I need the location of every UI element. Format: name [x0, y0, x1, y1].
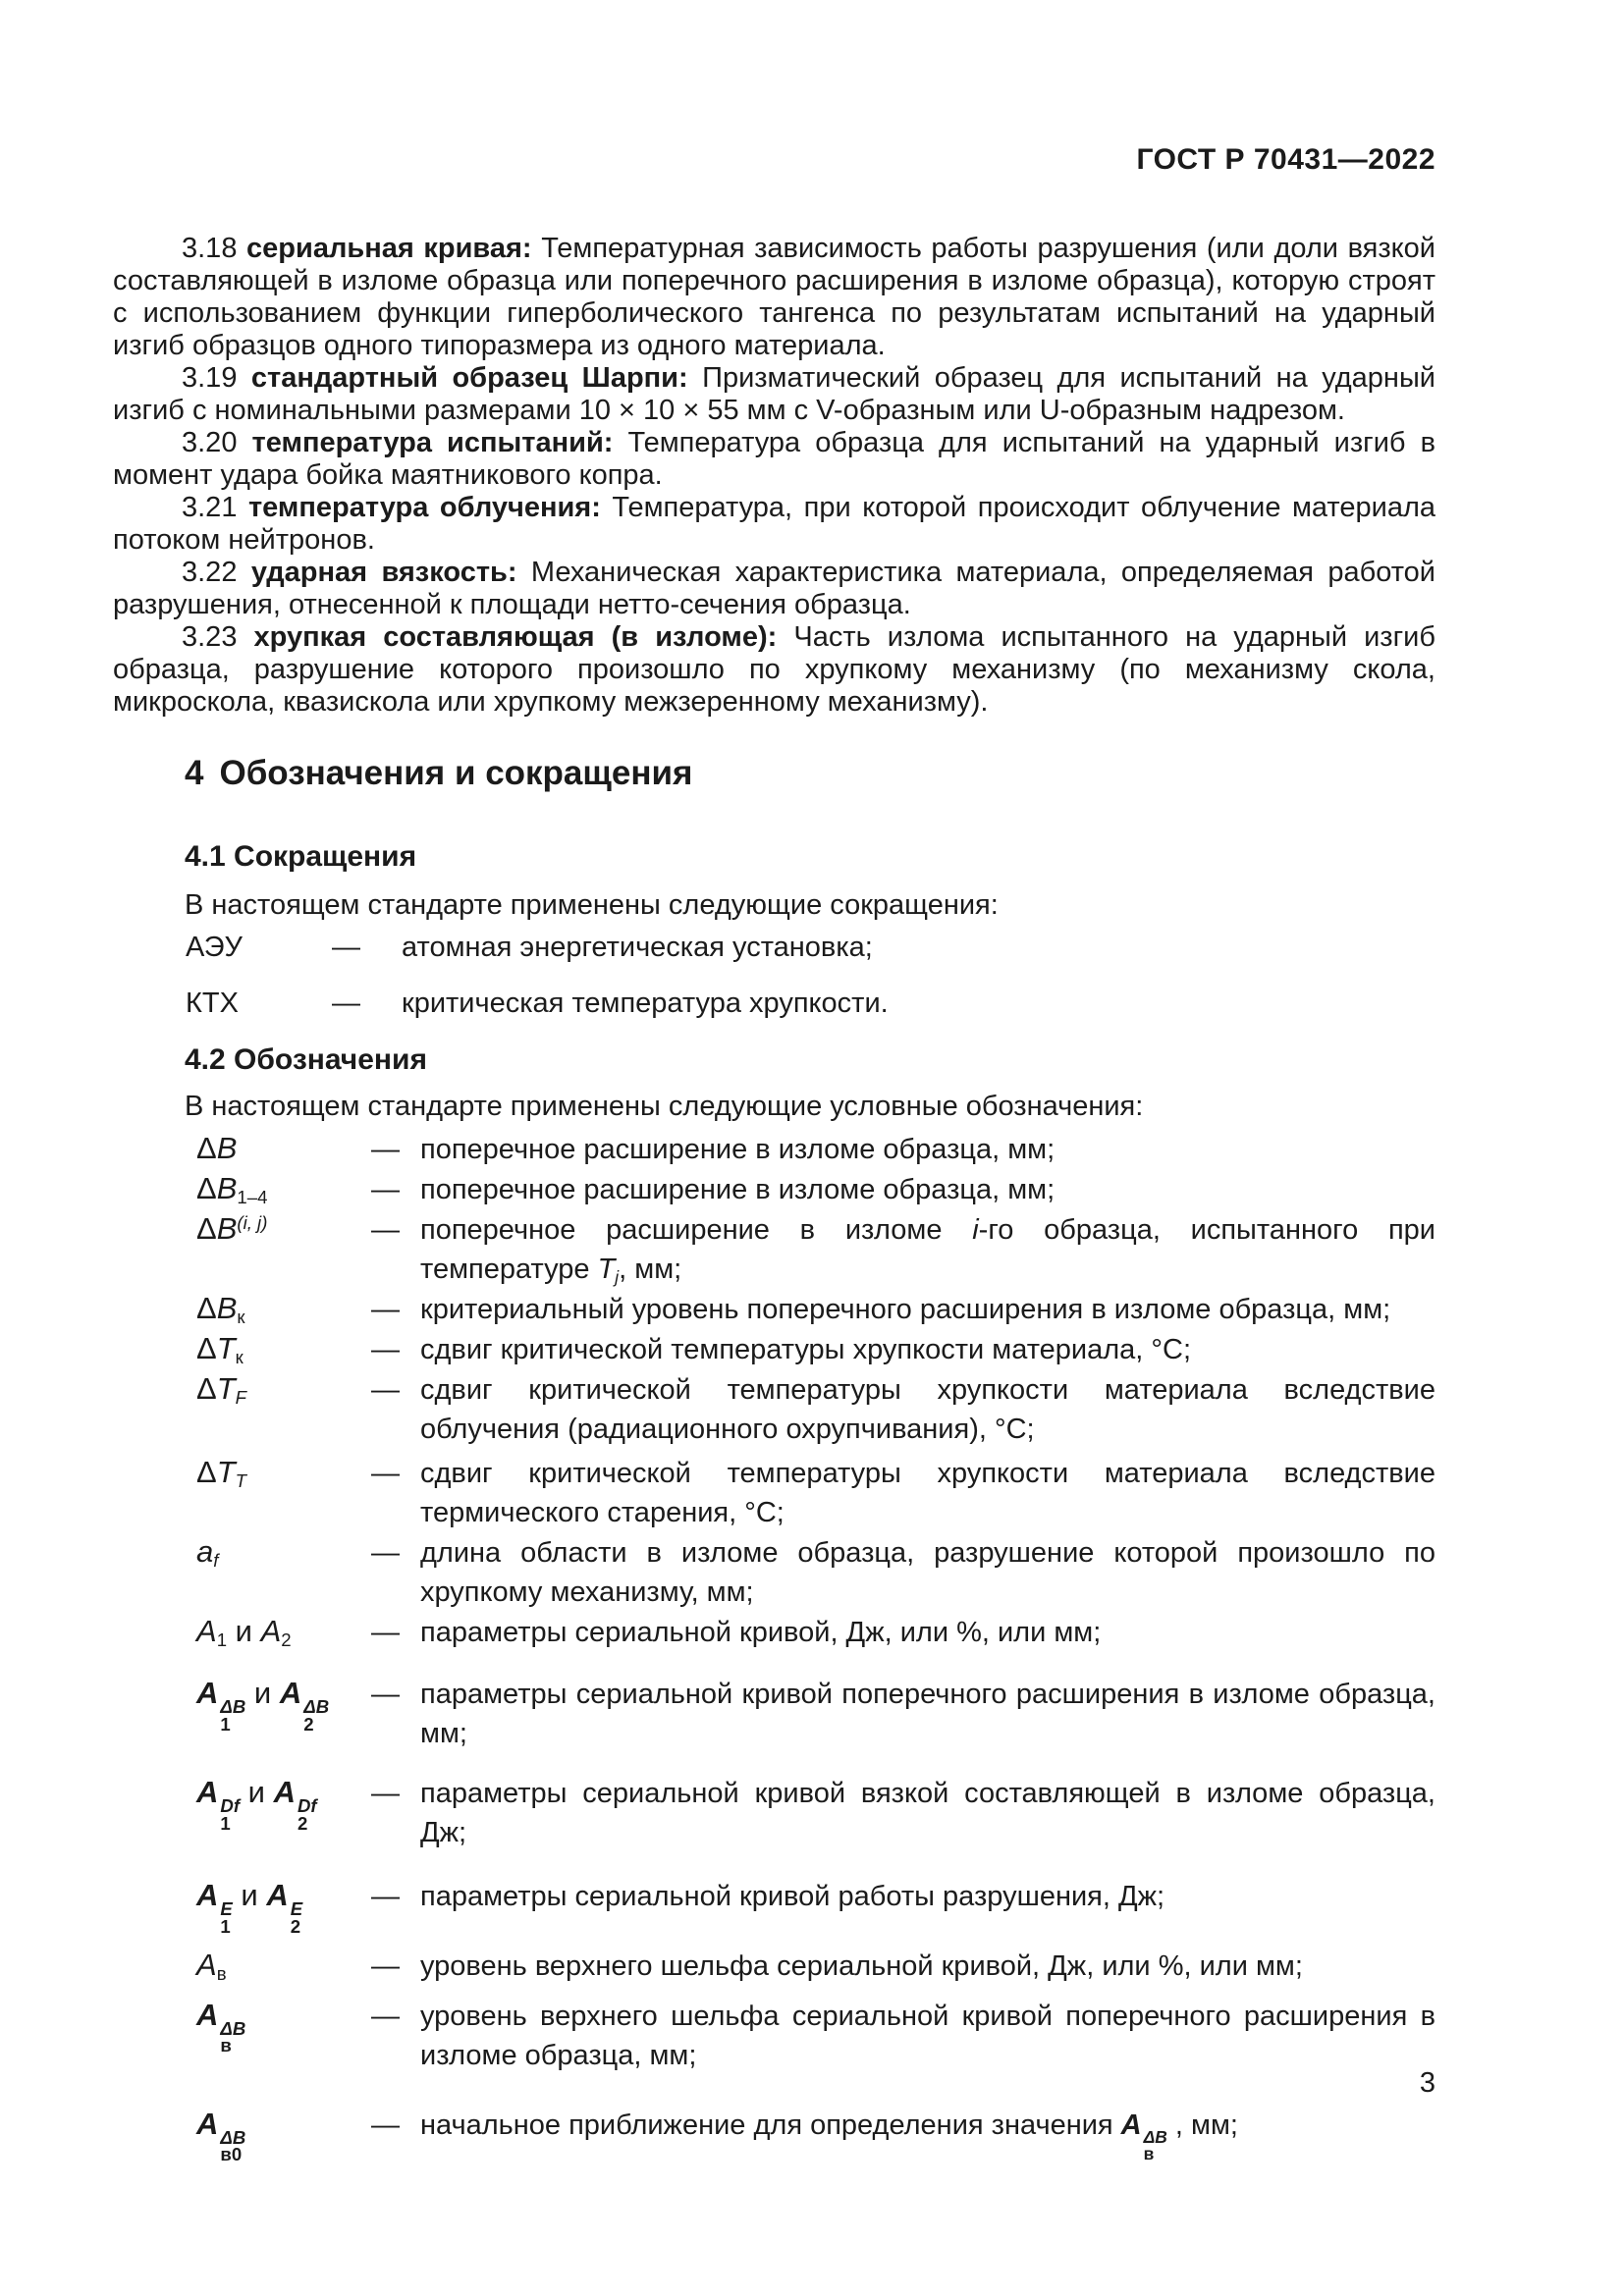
dash: —	[371, 1949, 400, 1982]
symbol-row	[113, 1129, 1435, 1169]
dash: —	[371, 1458, 400, 1489]
symbol-definition: поперечное расширение в изломе образца, мм;	[420, 1134, 1056, 1165]
abbreviation-term: АЭУ	[186, 932, 243, 963]
abbreviation-definition: критическая температура хрупкости.	[402, 988, 889, 1019]
definition-term: хрупкая составляющая (в изломе):	[253, 621, 778, 653]
definition-number: 3.21	[182, 492, 238, 523]
dash: —	[371, 1294, 400, 1325]
dash: —	[371, 1537, 400, 1569]
abbreviation-term: КТХ	[186, 988, 239, 1019]
definition-body: Механическая характеристика материала, определяемая работой разрушения, отнесенной к площади нетто-сечения образца.	[113, 557, 1436, 620]
symbol-definition: поперечное расширение в изломе образца, мм;	[420, 1174, 1056, 1205]
symbol-row	[113, 1453, 1435, 1532]
definition-number: 3.19	[182, 362, 238, 394]
section-4-title: Обозначения и сокращения	[219, 754, 693, 792]
definition-number: 3.18	[182, 233, 238, 264]
symbol-definition: сдвиг критической температуры хрупкости материала вследствие облучения (радиационного охрупчивания), °С;	[420, 1374, 1435, 1445]
definition-paragraph	[113, 492, 1435, 557]
symbol-row	[113, 2105, 1435, 2164]
dash: —	[371, 1374, 400, 1406]
symbol-row	[113, 1289, 1435, 1329]
symbol: A ΔB в	[196, 1997, 246, 2056]
section-4-1-intro: В настоящем стандарте применены следующие сокращения:	[185, 889, 999, 921]
symbol-definition: сдвиг критической температуры хрупкости материала вследствие термического старения, °С;	[420, 1458, 1435, 1528]
symbol: A ΔB в0	[196, 2106, 246, 2165]
dash: —	[371, 1881, 400, 1912]
definition-body: Часть излома испытанного на ударный изгиб образца, разрушение которого произошло по хрупкому механизму (по механизму скола, микроскола, квазискола или хрупкому межзеренному механизму).	[113, 621, 1435, 718]
symbol-row	[113, 1996, 1435, 2075]
definition-body: Температура, при которой происходит облучение материала потоком нейтронов.	[113, 492, 1435, 556]
symbol-row	[113, 1946, 1435, 1986]
symbol-row	[113, 1369, 1435, 1449]
definition-body: Призматический образец для испытаний на ударный изгиб с номинальными размерами 10 × 10 × 55 мм с V-образным или U-образным надрезом.	[113, 362, 1435, 426]
symbol: $\Delta B_{1-4}$	[196, 1171, 268, 1208]
symbol-definition: длина области в изломе образца, разрушение которой произошло по хрупкому механизму, мм;	[420, 1537, 1435, 1608]
symbol-definition: параметры сериальной кривой, Дж, или %, или мм;	[420, 1617, 1102, 1648]
symbols-list	[113, 1129, 1435, 2163]
definition-paragraph	[113, 233, 1435, 362]
dash: —	[332, 988, 360, 1019]
symbol-row	[113, 1209, 1435, 1289]
section-4-1-heading: 4.1 Сокращения	[185, 840, 417, 873]
symbol-definition: уровень верхнего шельфа сериальной кривой поперечного расширения в изломе образца, мм;	[420, 2000, 1435, 2071]
symbol-row	[113, 1612, 1435, 1652]
definition-paragraph	[113, 621, 1435, 719]
abbreviation-definition: атомная энергетическая установка;	[402, 932, 873, 963]
page-content	[113, 0, 1435, 2163]
section-4-2-intro: В настоящем стандарте применены следующие условные обозначения:	[185, 1091, 1144, 1122]
dash: —	[371, 1679, 400, 1710]
definition-paragraph	[113, 557, 1435, 621]
definition-term: температура облучения:	[247, 492, 601, 523]
definitions-list	[113, 233, 1435, 719]
symbol: $\Delta B_к$	[196, 1291, 245, 1328]
dash: —	[371, 1334, 400, 1365]
symbol-definition: уровень верхнего шельфа сериальной кривой, Дж, или %, или мм;	[420, 1949, 1303, 1982]
symbol-definition: параметры сериальной кривой вязкой составляющей в изломе образца, Дж;	[420, 1778, 1435, 1848]
symbol-row	[113, 1329, 1435, 1369]
dash: —	[371, 2109, 400, 2141]
symbol: $A_в$	[196, 1947, 227, 1984]
definition-term: ударная вязкость:	[250, 557, 517, 588]
dash: —	[332, 932, 360, 963]
definition-number: 3.23	[182, 621, 238, 653]
definition-body: Температура образца для испытаний на ударный изгиб в момент удара бойка маятникового копра.	[113, 427, 1435, 491]
symbol: $a_f$	[196, 1534, 219, 1572]
symbol-row	[113, 1532, 1435, 1612]
symbol-definition: поперечное расширение в изломе i-го образца, испытанного при температуре $T_j$, мм;	[420, 1214, 1436, 1287]
symbol: $\Delta T_к$	[196, 1331, 244, 1368]
definition-number: 3.22	[182, 557, 238, 588]
definition-body: Температурная зависимость работы разрушения (или доли вязкой составляющей в изломе образца или поперечного расширения в изломе образца), которую строят с использованием функции гиперболического тангенса по результатам испытаний на ударный изгиб образцов одного типоразмера из одного материала.	[113, 233, 1436, 361]
symbol: ΔB	[196, 1131, 238, 1165]
definition-term: стандартный образец Шарпи:	[250, 362, 688, 394]
section-4-2-heading: 4.2 Обозначения	[185, 1043, 427, 1076]
symbol-definition: параметры сериальной кривой поперечного расширения в изломе образца, мм;	[420, 1679, 1435, 1749]
dash: —	[371, 2000, 400, 2032]
symbol-row	[113, 1169, 1435, 1209]
dash: —	[371, 1214, 400, 1246]
symbol-row	[113, 1773, 1435, 1852]
dash: —	[371, 1617, 400, 1648]
symbol: A ΔB 1 и A ΔB 2	[196, 1676, 330, 1735]
dash: —	[371, 1134, 400, 1165]
definition-term: сериальная кривая:	[246, 233, 532, 264]
dash: —	[371, 1174, 400, 1205]
definition-paragraph	[113, 362, 1435, 427]
symbol: ΔB$^{(i, j)}$	[196, 1211, 268, 1246]
page-number: 3	[1419, 2067, 1435, 2099]
document-header: ГОСТ Р 70431—2022	[1136, 143, 1435, 176]
abbreviation-row	[113, 988, 1435, 1020]
definition-term: температура испытаний:	[251, 427, 614, 458]
symbol: $\Delta T_F$	[196, 1371, 247, 1409]
symbol: A E 1 и A E 2	[196, 1878, 303, 1937]
definition-paragraph	[113, 427, 1435, 492]
symbol: $A_1$ и $A_2$	[196, 1614, 292, 1651]
symbol-row	[113, 1674, 1435, 1753]
section-4-heading	[113, 754, 1435, 793]
dash: —	[371, 1778, 400, 1809]
abbreviations-list	[113, 932, 1435, 1020]
definition-number: 3.20	[182, 427, 238, 458]
symbol: A Df 1 и A Df 2	[196, 1775, 317, 1834]
abbreviation-row	[113, 932, 1435, 964]
symbol-definition: сдвиг критической температуры хрупкости материала, °С;	[420, 1334, 1191, 1365]
symbol-definition: параметры сериальной кривой работы разрушения, Дж;	[420, 1881, 1165, 1912]
symbol-row	[113, 1876, 1435, 1936]
section-4-number: 4	[185, 754, 204, 792]
symbol: $\Delta T_T$	[196, 1455, 247, 1492]
symbol-definition: начальное приближение для определения значения A ΔB в , мм;	[420, 2109, 1238, 2163]
symbol-definition: критериальный уровень поперечного расширения в изломе образца, мм;	[420, 1294, 1391, 1325]
